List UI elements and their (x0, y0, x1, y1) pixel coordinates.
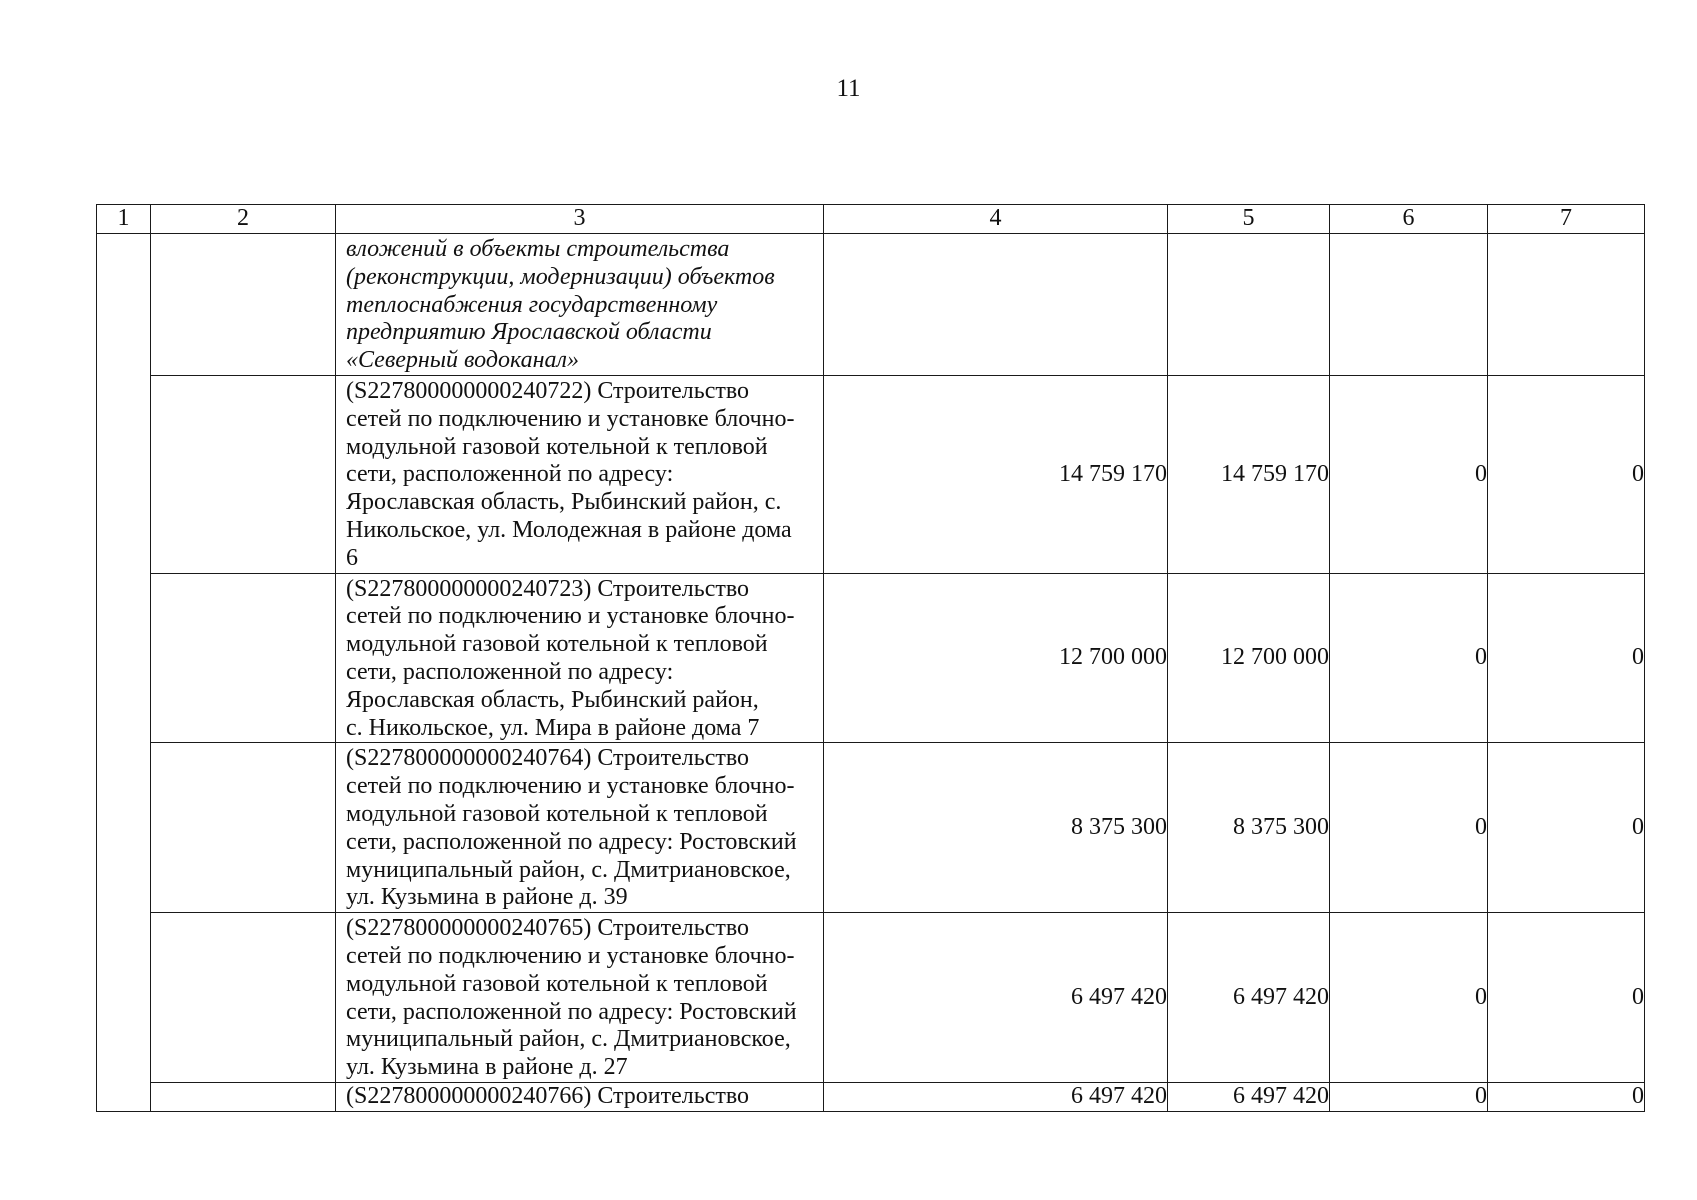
row-description: (S227800000000240764) Строительство сетей по подключению и установке блочно- модульной газовой котельной к тепловой сети, расположенной по адресу: Ростовский муниципальный район, с. Дмитриановское, ул. Кузьмина в районе д. 39 (346, 745, 797, 911)
cell-description (336, 1082, 824, 1111)
table-row (97, 913, 1645, 1083)
row-description: (S227800000000240765) Строительство сетей по подключению и установке блочно- модульной газовой котельной к тепловой сети, расположенной по адресу: Ростовский муниципальный район, с. Дмитриановское, ул. Кузьмина в районе д. 27 (346, 915, 797, 1081)
cell-col-4-value: 12 700 000 (824, 573, 1168, 743)
intro-text: вложений в объекты строительства (реконструкции, модернизации) объектов теплоснабжения государственному предприятию Ярославской области «Северный водоканал» (346, 236, 775, 374)
row-description: (S227800000000240723) Строительство сетей по подключению и установке блочно- модульной газовой котельной к тепловой сети, расположенной по адресу: Ярославская область, Рыбинский район, с. Никольское, ул. Мира в районе дома 7 (346, 575, 795, 741)
cell-col-5-value: 12 700 000 (1168, 573, 1330, 743)
cell-col-4-value: 6 497 420 (824, 913, 1168, 1083)
cell-col-5 (1168, 234, 1330, 376)
cell-col-6-value: 0 (1330, 1082, 1488, 1111)
cell-col-7-value: 0 (1488, 743, 1645, 913)
cell-col-5-value: 6 497 420 (1168, 1082, 1330, 1111)
table-row (97, 375, 1645, 573)
table-row (97, 573, 1645, 743)
cell-col-2 (151, 1082, 336, 1111)
table-row (97, 1082, 1645, 1111)
cell-col-4-value: 6 497 420 (824, 1082, 1168, 1111)
cell-col-2 (151, 234, 336, 376)
row-description: (S227800000000240766) Строительство (346, 1082, 750, 1109)
page-number: 11 (836, 75, 861, 102)
cell-col-5-value: 14 759 170 (1168, 375, 1330, 573)
cell-col-6 (1330, 234, 1488, 376)
cell-col-2 (151, 913, 336, 1083)
table-row (97, 743, 1645, 913)
cell-col-5-value: 6 497 420 (1168, 913, 1330, 1083)
cell-col-4-value: 8 375 300 (824, 743, 1168, 913)
cell-col-7 (1488, 234, 1645, 376)
header-row (97, 205, 1645, 234)
budget-table (96, 204, 1645, 1112)
cell-col-4 (824, 234, 1168, 376)
cell-col-7-value: 0 (1488, 573, 1645, 743)
row-description: (S227800000000240722) Строительство сетей по подключению и установке блочно- модульной газовой котельной к тепловой сети, расположенной по адресу: Ярославская область, Рыбинский район, с. Никольское, ул. Молодежная в районе дома 6 (346, 377, 795, 571)
cell-description (336, 375, 824, 573)
cell-col-4-value: 14 759 170 (824, 375, 1168, 573)
cell-col-7-value: 0 (1488, 375, 1645, 573)
header-col-6: 6 (1330, 205, 1488, 234)
cell-description-intro (336, 234, 824, 376)
header-col-7: 7 (1488, 205, 1645, 234)
cell-description (336, 573, 824, 743)
cell-col-5-value: 8 375 300 (1168, 743, 1330, 913)
header-col-2: 2 (151, 205, 336, 234)
cell-col-1-merged (97, 234, 151, 1112)
cell-col-6-value: 0 (1330, 913, 1488, 1083)
cell-col-2 (151, 573, 336, 743)
header-col-5: 5 (1168, 205, 1330, 234)
header-col-1: 1 (97, 205, 151, 234)
cell-col-6-value: 0 (1330, 573, 1488, 743)
header-col-4: 4 (824, 205, 1168, 234)
cell-col-6-value: 0 (1330, 743, 1488, 913)
cell-col-7-value: 0 (1488, 1082, 1645, 1111)
table-row-intro (97, 234, 1645, 376)
cell-description (336, 913, 824, 1083)
cell-col-2 (151, 743, 336, 913)
cell-col-7-value: 0 (1488, 913, 1645, 1083)
header-col-3: 3 (336, 205, 824, 234)
cell-col-2 (151, 375, 336, 573)
cell-col-6-value: 0 (1330, 375, 1488, 573)
cell-description (336, 743, 824, 913)
